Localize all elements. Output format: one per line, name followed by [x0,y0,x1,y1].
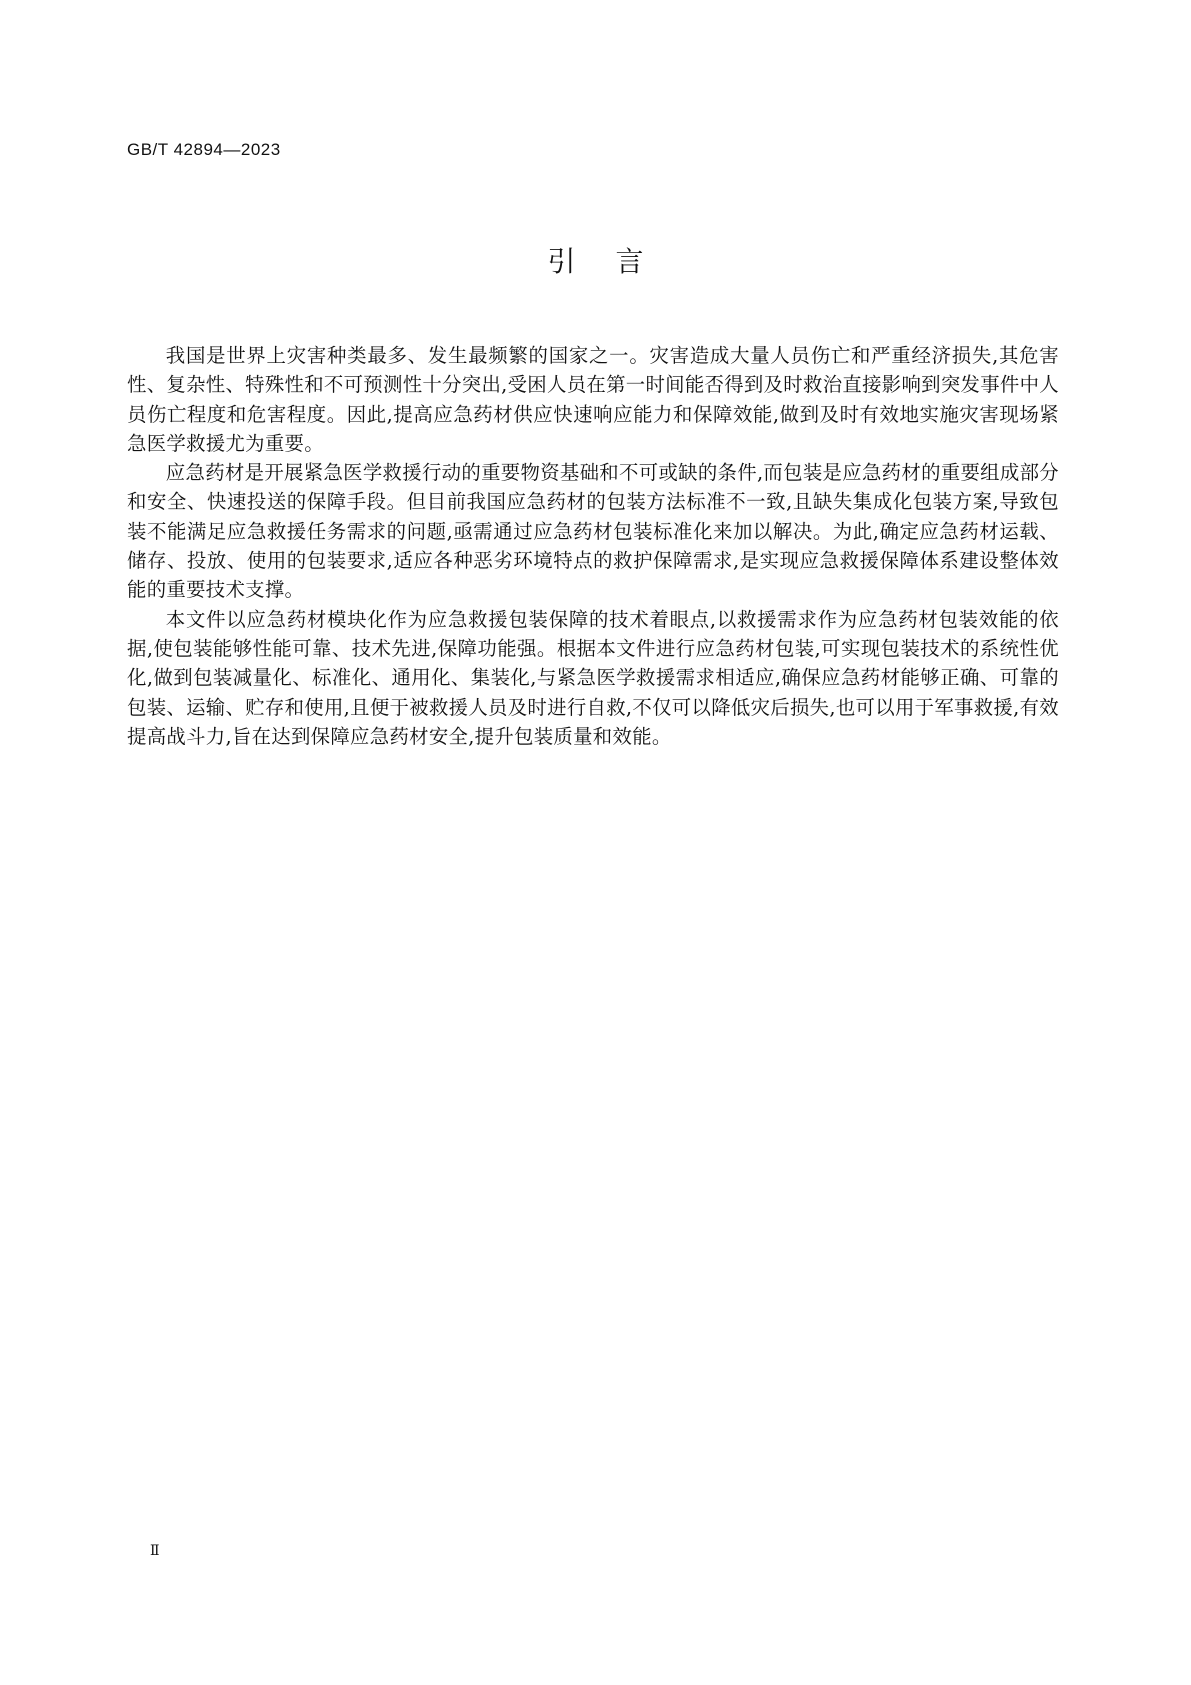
page-number: Ⅱ [150,1543,160,1559]
paragraph-3: 本文件以应急药材模块化作为应急救援包装保障的技术着眼点,以救援需求作为应急药材包装效能的依据,使包装能够性能可靠、技术先进,保障功能强。根据本文件进行应急药材包装,可实现包装技术的系统性优化,做到包装减量化、标准化、通用化、集装化,与紧急医学救援需求相适应,确保应急药材能够正确、可靠的包装、运输、贮存和使用,且便于被救援人员及时进行自救,不仅可以降低灾后损失,也可以用于军事救援,有效提高战斗力,旨在达到保障应急药材安全,提升包装质量和效能。 [127,607,1059,748]
introduction-body [127,341,1059,751]
standard-code: GB/T 42894—2023 [127,140,281,159]
page-title: 引言 [547,245,684,278]
paragraph-1: 我国是世界上灾害种类最多、发生最频繁的国家之一。灾害造成大量人员伤亡和严重经济损失,其危害性、复杂性、特殊性和不可预测性十分突出,受困人员在第一时间能否得到及时救治直接影响到突发事件中人员伤亡程度和危害程度。因此,提高应急药材供应快速响应能力和保障效能,做到及时有效地实施灾害现场紧急医学救援尤为重要。 [127,344,1059,455]
paragraph-2: 应急药材是开展紧急医学救援行动的重要物资基础和不可或缺的条件,而包装是应急药材的重要组成部分和安全、快速投送的保障手段。但目前我国应急药材的包装方法标准不一致,且缺失集成化包装方案,导致包装不能满足应急救援任务需求的问题,亟需通过应急药材包装标准化来加以解决。为此,确定应急药材运载、储存、投放、使用的包装要求,适应各种恶劣环境特点的救护保障需求,是实现应急救援保障体系建设整体效能的重要技术支撑。 [127,461,1059,602]
